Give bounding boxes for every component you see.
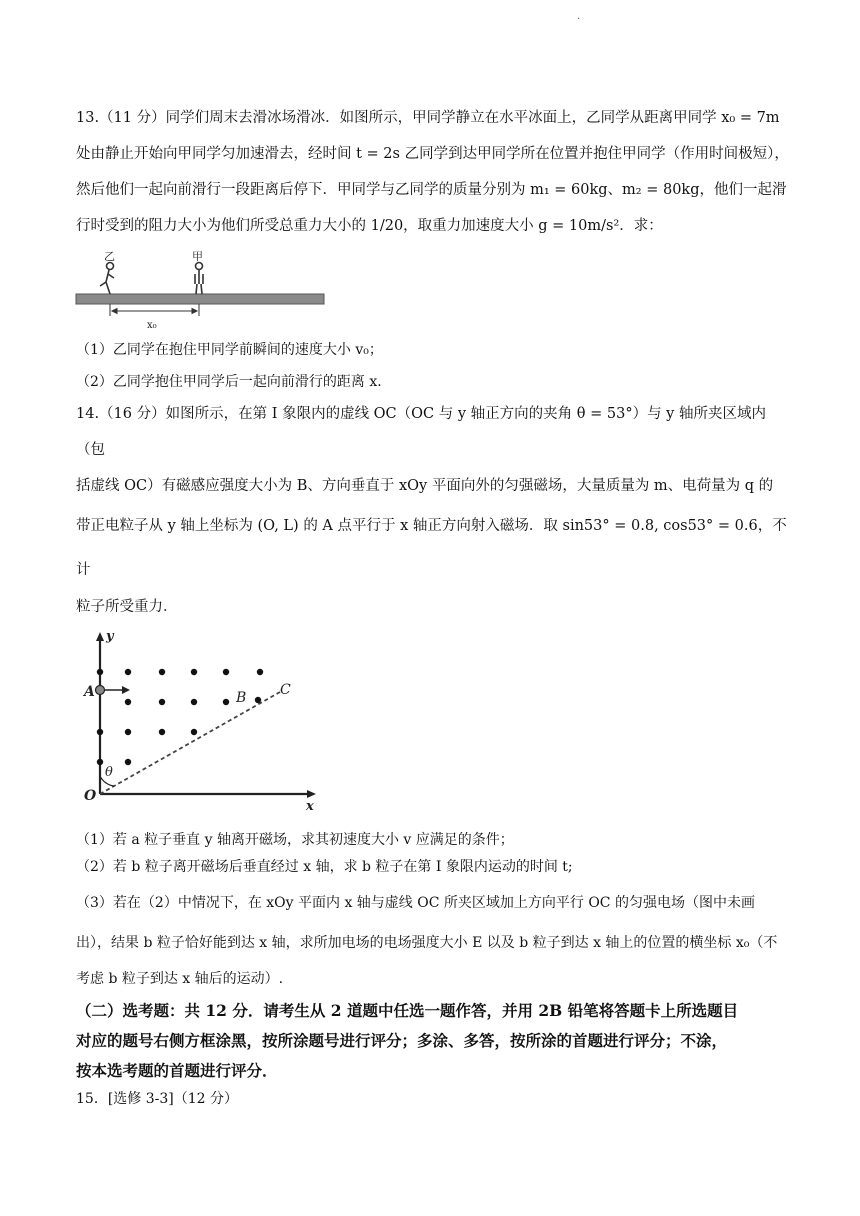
person-yi-icon [100, 263, 114, 295]
q14-sub-1: （1）若 a 粒子垂直 y 轴离开磁场，求其初速度大小 v 应满足的条件； [76, 832, 514, 848]
q14-sub-3-line-2: 出），结果 b 粒子恰好能到达 x 轴，求所加电场的电场强度大小 E 以及 b 粒子到达 x 轴上的位置的横坐标 x₀（不 [76, 935, 778, 951]
label-yi: 乙 [104, 250, 115, 263]
label-theta: θ [105, 765, 113, 780]
q13-line-3: 然后他们一起向前滑行一段距离后停下．甲同学与乙同学的质量分别为 m₁ = 60kg、m₂ = 80kg，他们一起滑 [76, 182, 787, 198]
field-dots [97, 669, 263, 765]
section2-line-1: （二）选考题：共 12 分．请考生从 2 道题中任选一题作答，并用 2B 铅笔将答题卡上所选题目 [76, 1001, 739, 1020]
label-o: O [84, 788, 97, 804]
ice-surface [76, 294, 324, 304]
label-x: x [306, 799, 314, 814]
label-b: B [236, 690, 247, 706]
line-oc [100, 692, 280, 794]
q13-sub-1: （1）乙同学在抱住甲同学前瞬间的速度大小 v₀； [76, 342, 383, 358]
label-x0: x₀ [147, 320, 157, 331]
magnetic-field-figure [84, 629, 330, 822]
q13-line-4: 行时受到的阻力大小为他们所受总重力大小的 1/20，取重力加速度大小 g = 10m/s²．求： [76, 218, 663, 234]
exam-page [76, 100, 792, 1112]
person-jia-icon [195, 263, 203, 295]
q14-line-4: 粒子所受重力． [76, 599, 178, 615]
label-a: A [84, 684, 95, 700]
header-mark: · [577, 14, 581, 25]
q14-line-2: 括虚线 OC）有磁感应强度大小为 B、方向垂直于 xOy 平面向外的匀强磁场，大量质量为 m、电荷量为 q 的 [76, 478, 774, 494]
question-13 [76, 100, 792, 392]
skating-figure [74, 250, 330, 336]
q13-line-2: 处由静止开始向甲同学匀加速滑去，经时间 t = 2s 乙同学到达甲同学所在位置并抱住甲同学（作用时间极短）， [76, 146, 789, 162]
question-14 [76, 396, 792, 996]
q14-sub-2: （2）若 b 粒子离开磁场后垂直经过 x 轴，求 b 粒子在第 I 象限内运动的时间 t; [76, 859, 573, 875]
q14-line-1: 14.（16 分）如图所示，在第 I 象限内的虚线 OC（OC 与 y 轴正方向的夹角 θ = 53°）与 y 轴所夹区域内（包 [76, 406, 766, 458]
section2-line-3: 按本选考题的首题进行评分． [76, 1061, 278, 1080]
label-y: y [106, 629, 114, 644]
question-15-title: 15．[选修 3-3]（12 分） [76, 1091, 238, 1107]
q13-line-1: 13.（11 分）同学们周末去滑冰场滑冰．如图所示，甲同学静立在水平冰面上，乙同学从距离甲同学 x₀ = 7m [76, 110, 780, 126]
section2-line-2: 对应的题号右侧方框涂黑，按所涂题号进行评分；多涂、多答，按所涂的首题进行评分；不涂， [76, 1031, 728, 1050]
q14-line-3: 带正电粒子从 y 轴上坐标为 (O, L) 的 A 点平行于 x 轴正方向射入磁场．取 sin53° = 0.8, cos53° = 0.6，不计 [76, 518, 787, 578]
label-jia: 甲 [192, 250, 203, 263]
q14-sub-3-line-1: （3）若在（2）中情况下，在 xOy 平面内 x 轴与虚线 OC 所夹区域加上方向平行 OC 的匀强电场（图中未画 [76, 895, 755, 911]
q13-sub-2: （2）乙同学抱住甲同学后一起向前滑行的距离 x. [76, 374, 382, 390]
point-a [96, 686, 105, 695]
distance-marker [110, 304, 199, 316]
label-c: C [280, 682, 291, 698]
section-elective [76, 996, 792, 1086]
q14-sub-3-line-3: 考虑 b 粒子到达 x 轴后的运动）. [76, 971, 284, 987]
